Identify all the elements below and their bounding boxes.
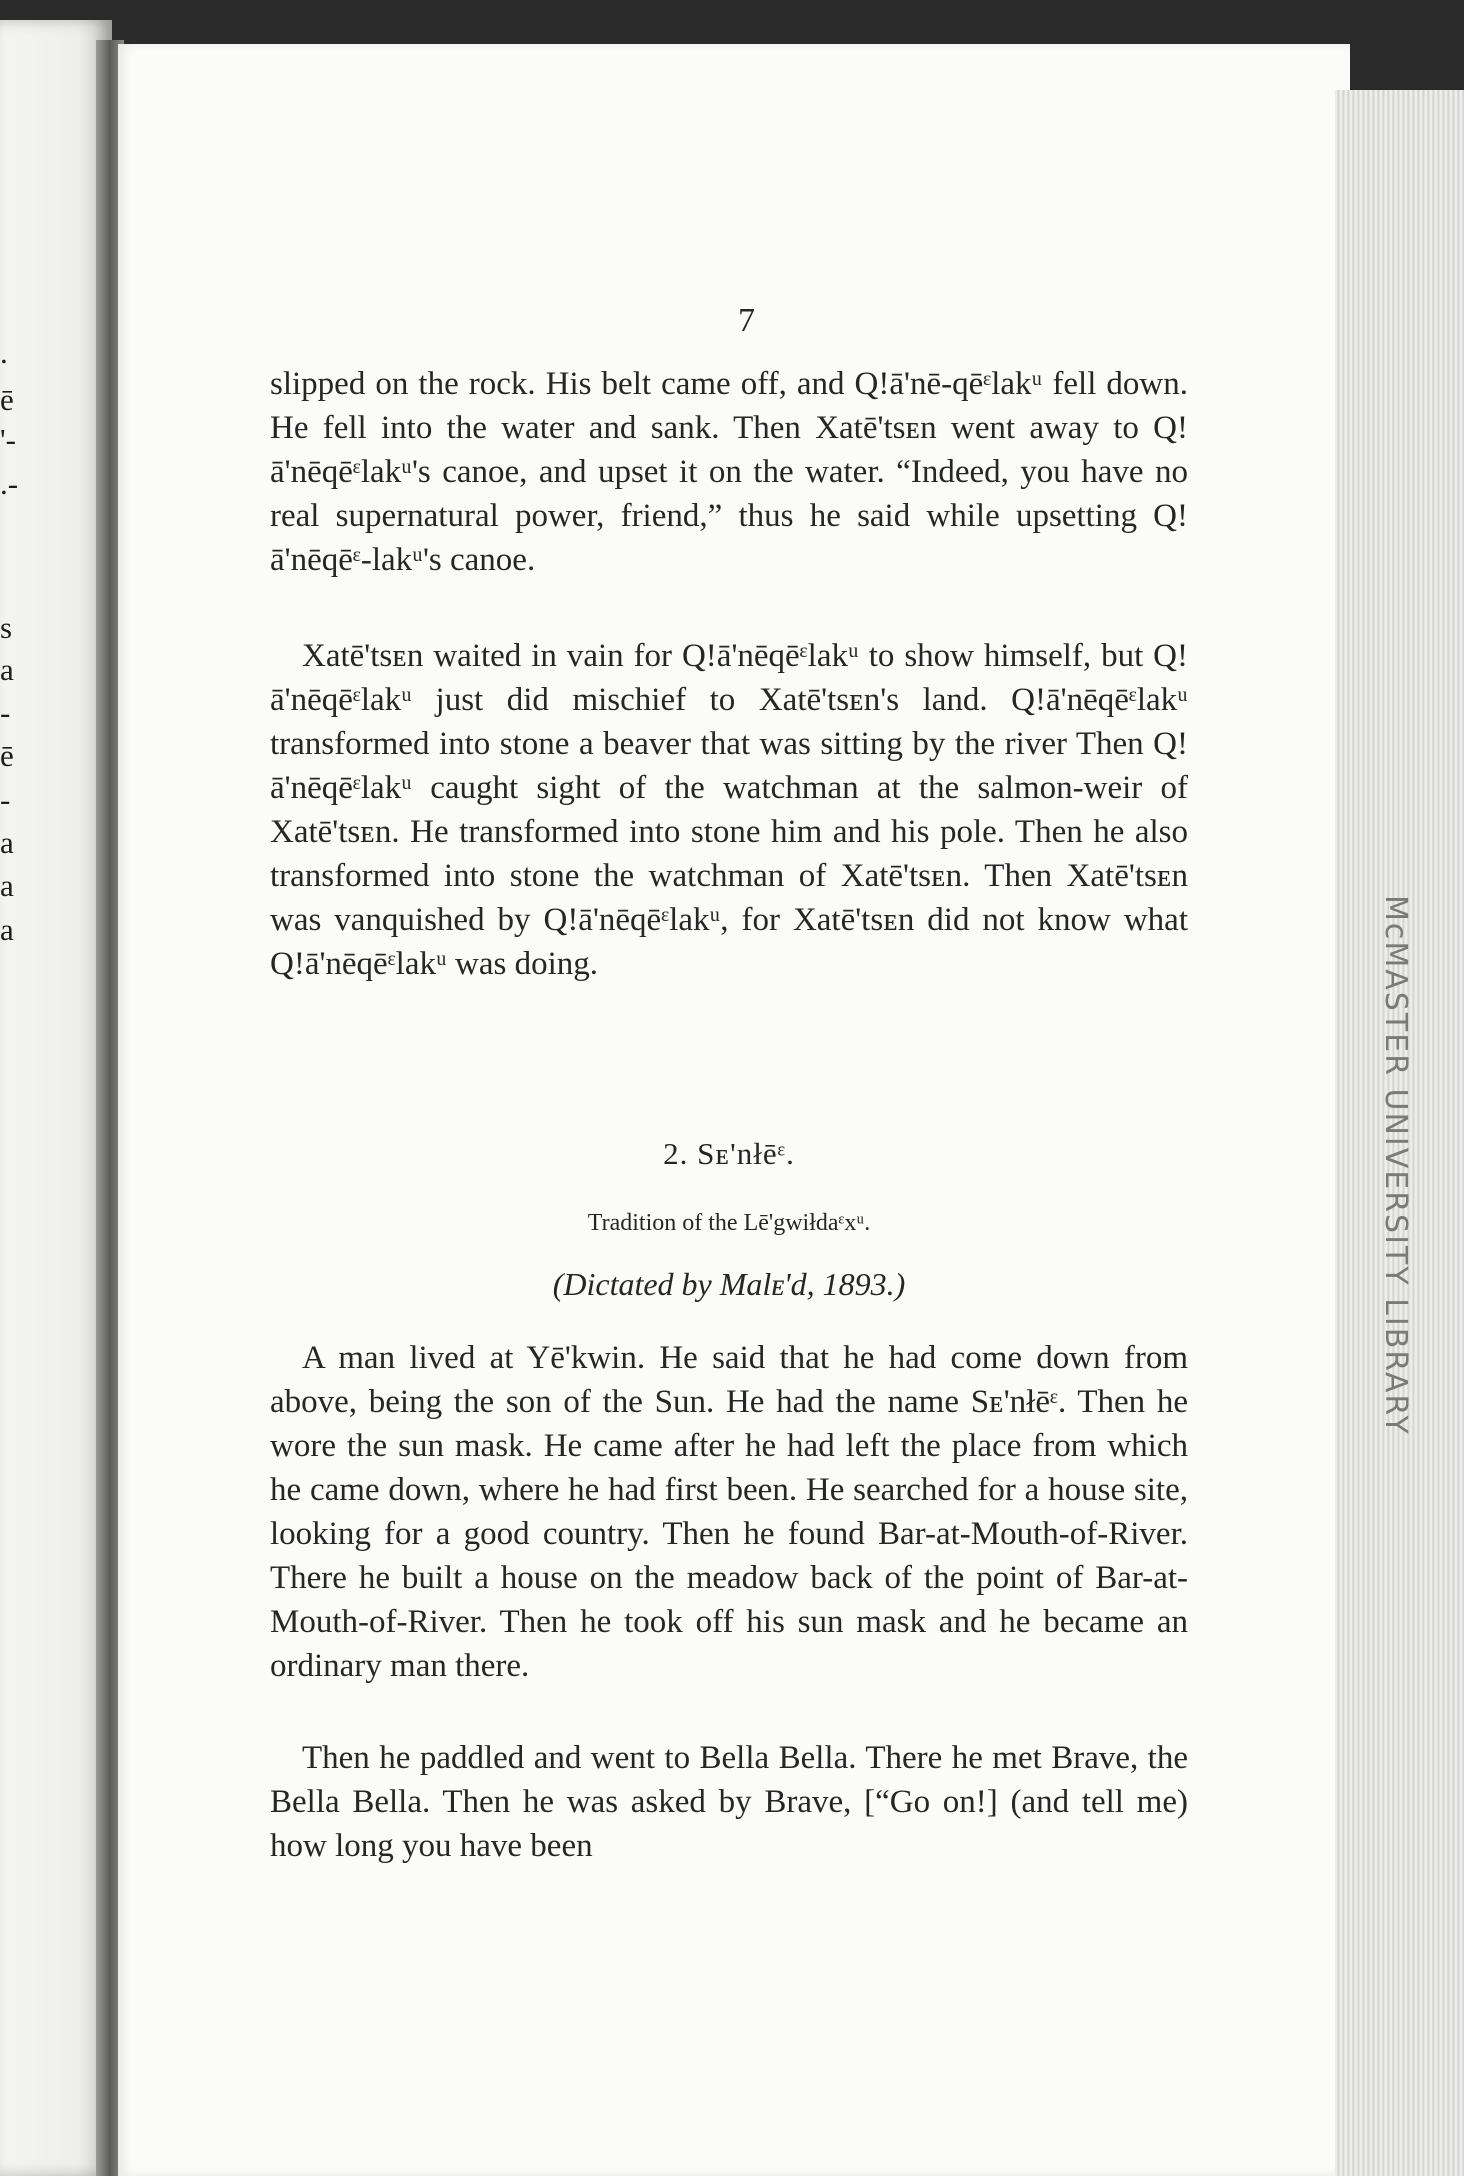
facing-page-fragment: '- <box>0 422 16 457</box>
paragraph: slipped on the rock. His belt came off, and Q!ā'nē-qēᵋlakᵘ fell down. He fell into the water and sank. Then Xatē'tsᴇn went away to Q!ā'nēqēᵋlakᵘ's canoe, and upset it on the water. “Indeed, you have no real supernatural power, friend,” thus he said while upsetting Q!ā'nēqēᵋ-lakᵘ's canoe. <box>270 366 1188 578</box>
tradition-subtitle: Tradition of the Lē'gwiłdaᵋxᵘ. <box>587 1210 871 1236</box>
page-number: 7 <box>738 302 755 339</box>
story-title: 2. Sᴇ'nłēᵋ. <box>663 1136 795 1171</box>
facing-page-fragment: s <box>0 610 13 645</box>
facing-page-fragment: - <box>0 695 11 730</box>
paragraph: Then he paddled and went to Bella Bella. There he met Brave, the Bella Bella. Then he was asked by Brave, [“Go on!] (and tell me) how long you have been <box>270 1740 1188 1864</box>
facing-page-fragment: a <box>0 825 14 860</box>
facing-page-fragment: ē <box>0 738 14 773</box>
facing-page-fragment: a <box>0 868 14 903</box>
paragraph: A man lived at Yē'kwin. He said that he had come down from above, being the son of the Sun. He had the name Sᴇ'nłēᵋ. Then he wore the sun mask. He came after he had left the place from which he came down, where he had first been. He searched for a house site, looking for a good country. Then he found Bar-at-Mouth-of-River. There he built a house on the meadow back of the point of Bar-at-Mouth-of-River. Then he took off his sun mask and he became an ordinary man there. <box>270 1340 1188 1684</box>
facing-page-fragment: .- <box>0 466 19 501</box>
facing-page-fragment: a <box>0 912 14 947</box>
book-page <box>118 44 1350 2176</box>
library-stamp: McMASTER UNIVERSITY LIBRARY <box>1378 895 1413 1436</box>
facing-page-fragment: - <box>0 782 11 817</box>
facing-page-fragment: a <box>0 652 14 687</box>
facing-page-fragment: ē <box>0 382 14 417</box>
paragraph: Xatē'tsᴇn waited in vain for Q!ā'nēqēᵋlakᵘ to show himself, but Q!ā'nēqēᵋlakᵘ just did mischief to Xatē'tsᴇn's land. Q!ā'nēqēᵋlakᵘ transformed into stone a beaver that was sitting by the river Then Q!ā'nēqēᵋlakᵘ caught sight of the watchman at the salmon-weir of Xatē'tsᴇn. He transformed into stone him and his pole. Then he also transformed into stone the watchman of Xatē'tsᴇn. Then Xatē'tsᴇn was vanquished by Q!ā'nēqēᵋlakᵘ, for Xatē'tsᴇn did not know what Q!ā'nēqēᵋlakᵘ was doing. <box>270 638 1188 982</box>
dictated-by-line: (Dictated by Malᴇ'd, 1893.) <box>552 1266 906 1302</box>
facing-page-fragment: . <box>0 335 8 370</box>
